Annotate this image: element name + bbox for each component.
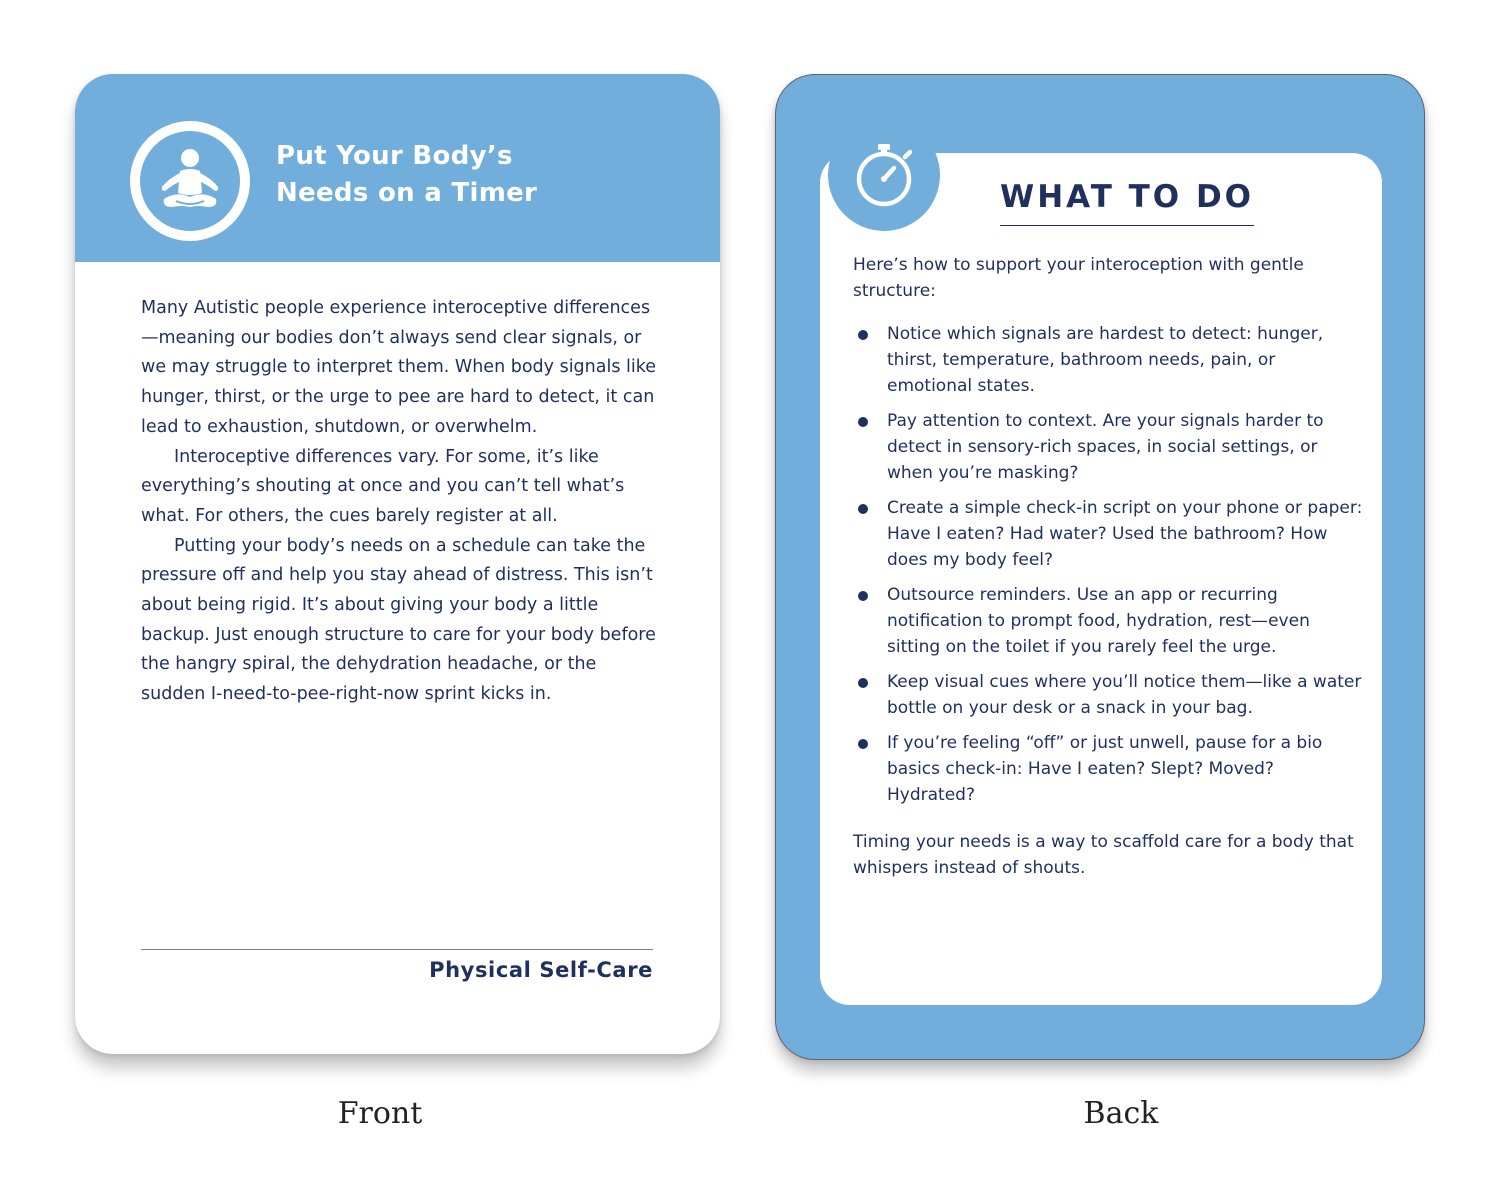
back-card bbox=[775, 74, 1425, 1060]
bullet-icon bbox=[858, 504, 868, 514]
front-card-header bbox=[75, 74, 720, 262]
back-outro: Timing your needs is a way to scaffold care for a body that whispers instead of shouts. bbox=[853, 832, 1354, 878]
bullet-icon bbox=[858, 678, 868, 688]
back-intro: Here’s how to support your interoception with gentle structure: bbox=[853, 255, 1304, 301]
front-divider bbox=[141, 949, 653, 950]
list-item-text: Notice which signals are hardest to detect: hunger, thirst, temperature, bathroom needs, pain, or emotional states. bbox=[887, 324, 1324, 396]
front-paragraph: Putting your body’s needs on a schedule can take the pressure off and help you stay ahead of distress. This isn’t about being rigid. It’s about giving your body a little backup. Just enough structure to care for your body before the hangry spiral, the dehydration headache, or the sudden I-need-to-pee-right-now sprint kicks in. bbox=[141, 535, 656, 705]
list-item bbox=[853, 495, 1363, 573]
list-item bbox=[853, 582, 1363, 660]
list-item-text: Create a simple check-in script on your phone or paper: Have I eaten? Had water? Used the bathroom? How does my body feel? bbox=[887, 498, 1363, 570]
list-item bbox=[853, 408, 1363, 486]
front-title-line-2: Needs on a Timer bbox=[276, 178, 538, 208]
back-caption: Back bbox=[1083, 1096, 1159, 1131]
bullet-icon bbox=[858, 739, 868, 749]
meditating-person-icon bbox=[130, 121, 250, 241]
bullet-icon bbox=[858, 330, 868, 340]
front-card bbox=[75, 74, 720, 1054]
front-title-line-1: Put Your Body’s bbox=[276, 141, 513, 171]
list-item-text: Outsource reminders. Use an app or recurring notification to prompt food, hydration, rest—even sitting on the toilet if you rarely feel the urge. bbox=[887, 585, 1310, 657]
category-label: Physical Self-Care bbox=[429, 958, 653, 982]
front-paragraph: Interoceptive differences vary. For some, it’s like everything’s shouting at once and you can’t tell what’s what. For others, the cues barely register at all. bbox=[141, 446, 625, 526]
front-caption: Front bbox=[337, 1096, 423, 1131]
list-item-text: If you’re feeling “off” or just unwell, pause for a bio basics check-in: Have I eaten? Slept? Moved? Hydrated? bbox=[887, 733, 1323, 805]
list-item bbox=[853, 730, 1363, 808]
list-item bbox=[853, 669, 1363, 721]
list-item bbox=[853, 321, 1363, 399]
back-card-heading: WHAT TO DO bbox=[1000, 179, 1254, 226]
list-item-text: Pay attention to context. Are your signals harder to detect in sensory-rich spaces, in social settings, or when you’re masking? bbox=[887, 411, 1324, 483]
front-paragraph: Many Autistic people experience interoceptive differences—meaning our bodies don’t always send clear signals, or we may struggle to interpret them. When body signals like hunger, thirst, or the urge to pee are hard to detect, it can lead to exhaustion, shutdown, or overwhelm. bbox=[141, 298, 657, 437]
stopwatch-icon bbox=[828, 119, 940, 231]
front-card-body bbox=[141, 294, 661, 710]
tips-list bbox=[853, 321, 1363, 817]
bullet-icon bbox=[858, 591, 868, 601]
bullet-icon bbox=[858, 417, 868, 427]
list-item-text: Keep visual cues where you’ll notice them—like a water bottle on your desk or a snack in your bag. bbox=[887, 672, 1362, 718]
front-card-title bbox=[276, 138, 696, 212]
